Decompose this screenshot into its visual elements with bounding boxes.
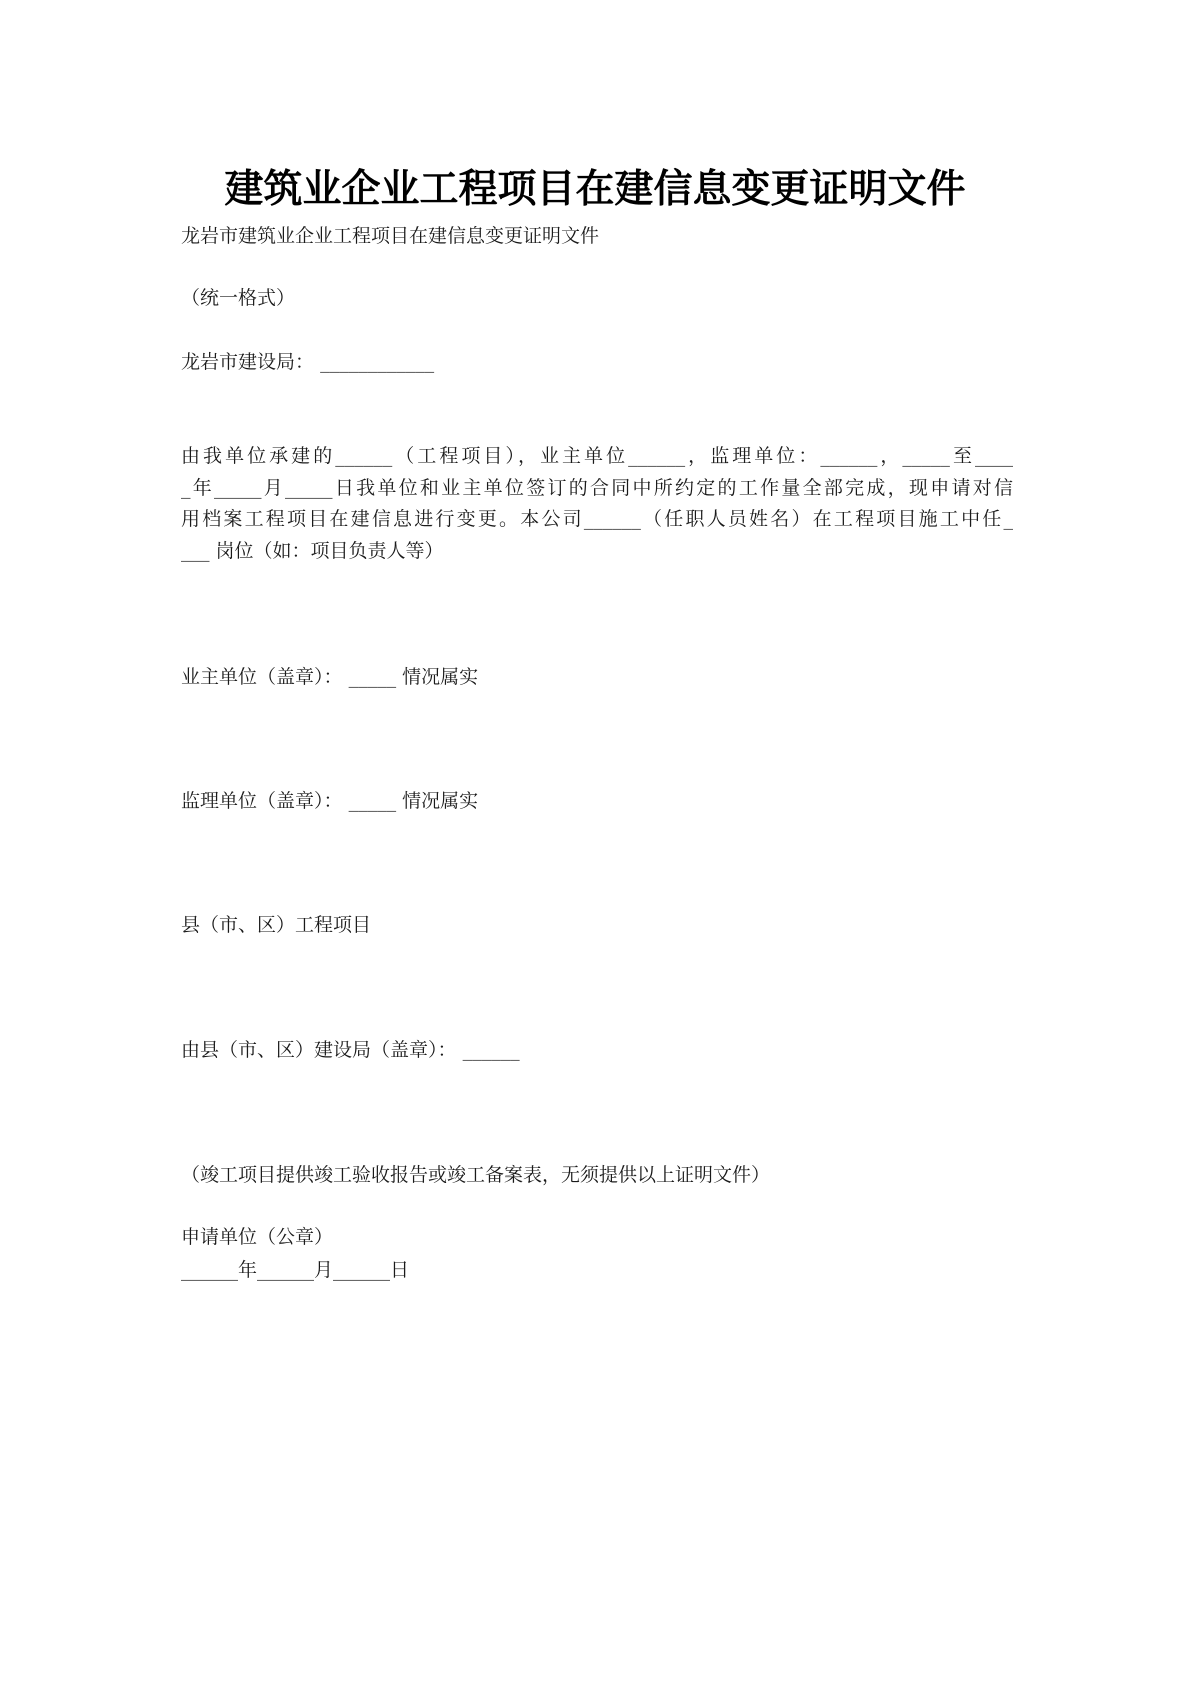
owner-unit-blank: _____: [348, 666, 397, 688]
document-subtitle: 龙岩市建筑业企业工程项目在建信息变更证明文件: [181, 225, 600, 247]
document-title: 建筑业企业工程项目在建信息变更证明文件: [224, 167, 966, 212]
format-note: （统一格式）: [181, 287, 296, 309]
applicant-label: 申请单位（公章）: [181, 1226, 334, 1248]
owner-unit-suffix: 情况属实: [402, 666, 479, 688]
supervision-unit-line: [181, 787, 478, 815]
county-project-line: 县（市、区）工程项目: [181, 914, 372, 936]
county-bureau-blank: ______: [462, 1039, 520, 1061]
body-paragraph-line: ___ 岗位（如：项目负责人等）: [181, 539, 444, 562]
supervision-unit-blank: _____: [348, 790, 397, 812]
body-paragraph: [181, 441, 1013, 567]
addressee-line: [181, 348, 434, 376]
owner-unit-line: [181, 663, 478, 691]
addressee-label: 龙岩市建设局：: [181, 351, 315, 373]
county-bureau-label: 由县（市、区）建设局（盖章）：: [181, 1039, 457, 1061]
supervision-unit-suffix: 情况属实: [402, 790, 479, 812]
body-paragraph-line: 用档案工程项目在建信息进行变更。本公司______（任职人员姓名）在工程项目施工中任_: [181, 508, 1013, 530]
body-paragraph-line: _年_____月_____日我单位和业主单位签订的合同中所约定的工作量全部完成，现申请对信: [181, 476, 1013, 499]
applicant-date-line: ______年______月______日: [181, 1259, 410, 1281]
owner-unit-label: 业主单位（盖章）：: [181, 666, 343, 688]
body-paragraph-line: 由我单位承建的______（工程项目），业主单位______，监理单位：______，_____至____: [181, 445, 1013, 467]
completion-note: （竣工项目提供竣工验收报告或竣工备案表，无须提供以上证明文件）: [181, 1164, 771, 1186]
addressee-blank: ____________: [320, 351, 435, 373]
supervision-unit-label: 监理单位（盖章）：: [181, 790, 343, 812]
county-bureau-line: [181, 1036, 520, 1064]
